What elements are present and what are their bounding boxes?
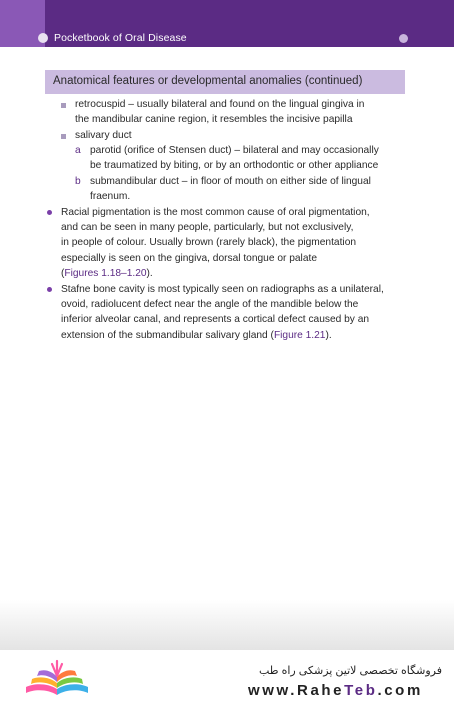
list-marker-b: b (75, 176, 81, 187)
site-brand: Rahe (297, 682, 345, 699)
text-line: retrocuspid – usually bilateral and found on the lingual gingiva in (75, 99, 365, 110)
text-line: salivary duct (75, 130, 132, 141)
text-line: submandibular duct – in floor of mouth on either side of lingual (90, 176, 371, 187)
book-title: Pocketbook of Oral Disease (54, 32, 187, 44)
text-line: parotid (orifice of Stensen duct) – bilateral and may occasionally (90, 145, 379, 156)
text-line (61, 266, 153, 282)
figure-link[interactable]: Figures 1.18–1.20 (64, 268, 147, 279)
text-line: ovoid, radiolucent defect near the angle of the mandible below the (61, 299, 359, 310)
bullet-icon (47, 210, 52, 215)
text-line: and can be seen in many people, particularly, but not exclusively, (61, 222, 354, 233)
page-marker-dot-icon (399, 34, 408, 43)
list-marker-a: a (75, 145, 81, 156)
bullet-icon (47, 287, 52, 292)
text-line: in people of colour. Usually brown (rarely black), the pigmentation (61, 237, 357, 248)
paren: ). (146, 268, 153, 279)
paren: ( (61, 268, 65, 279)
text-line: the mandibular canine region, it resembles the incisive papilla (75, 114, 353, 125)
square-bullet-icon (61, 103, 66, 108)
site-brand-accent: Teb (344, 682, 378, 699)
store-name: فروشگاه تخصصی لاتین پزشکی راه طب (258, 665, 442, 677)
section-heading-band (45, 70, 405, 94)
header-dot-icon (38, 33, 48, 43)
book-logo-icon (22, 655, 92, 700)
text-span: ). (325, 330, 332, 341)
text-span: extension of the submandibular salivary gland ( (61, 330, 274, 341)
square-bullet-icon (61, 134, 66, 139)
site-prefix: www. (248, 682, 298, 699)
text-line: Stafne bone cavity is most typically seen on radiographs as a unilateral, (61, 284, 384, 295)
top-bar (0, 0, 454, 47)
text-line (61, 328, 332, 344)
text-line: be traumatized by biting, or by an orthodontic or other appliance (90, 160, 379, 171)
section-heading: Anatomical features or developmental anomalies (continued) (53, 75, 363, 87)
website-url[interactable] (248, 682, 423, 699)
text-line: fraenum. (90, 191, 131, 202)
text-line: especially is seen on the gingiva, dorsal tongue or palate (61, 253, 317, 264)
footer-shadow (0, 600, 454, 650)
text-line: Racial pigmentation is the most common cause of oral pigmentation, (61, 207, 370, 218)
text-line: inferior alveolar canal, and represents a cortical defect caused by an (61, 314, 370, 325)
site-suffix: .com (377, 682, 423, 699)
figure-link[interactable]: Figure 1.21 (273, 330, 326, 341)
